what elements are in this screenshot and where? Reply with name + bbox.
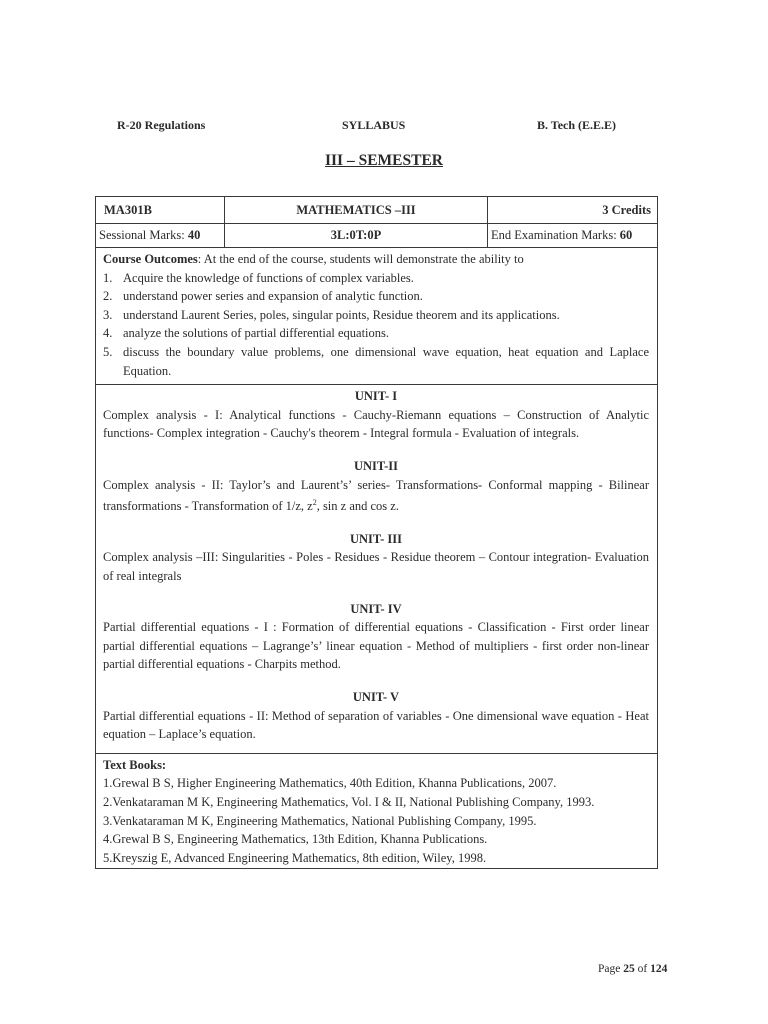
syllabus-table [95, 196, 658, 869]
text-book-item: 5.Kreyszig E, Advanced Engineering Mathematics, 8th edition, Wiley, 1998. [103, 850, 487, 865]
unit-4-title: UNIT- IV [350, 601, 402, 616]
text-book-item: 4.Grewal B S, Engineering Mathematics, 13th Edition, Khanna Publications. [103, 832, 488, 847]
header-syllabus: SYLLABUS [342, 118, 406, 132]
unit-3-title: UNIT- III [350, 531, 402, 546]
header-program: B. Tech (E.E.E) [537, 118, 617, 132]
header-regulations: R-20 Regulations [117, 118, 206, 132]
course-outcomes [96, 248, 658, 385]
end-exam-marks: End Examination Marks: 60 [488, 224, 658, 248]
units-block [96, 385, 658, 754]
unit-1-title: UNIT- I [354, 389, 398, 404]
text-books [96, 753, 658, 869]
course-outcomes-row [96, 248, 658, 385]
ltp-pattern: 3L:0T:0P [225, 224, 488, 248]
unit-2-content: Complex analysis - II: Taylor’s and Laurent’s’ series- Transformations- Conformal mapping - Bilinear transformations - Transformation of 1/z, $z^2$, sin z and cos z. [103, 477, 649, 514]
unit-3-content: Complex analysis –III: Singularities - Poles - Residues - Residue theorem – Contour integration- Evaluation of real integrals [103, 550, 649, 584]
units-row [96, 385, 658, 754]
course-code: MA301B [96, 197, 225, 224]
text-book-item: 3.Venkataraman M K, Engineering Mathematics, National Publishing Company, 1995. [103, 813, 537, 828]
marks-row [96, 224, 658, 248]
text-book-item: 1.Grewal B S, Higher Engineering Mathematics, 40th Edition, Khanna Publications, 2007. [103, 776, 557, 791]
outcome-item: 1. Acquire the knowledge of functions of complex variables. [103, 270, 414, 285]
course-header-row [96, 197, 658, 224]
outcomes-intro: Course Outcomes: At the end of the course, students will demonstrate the ability to [103, 252, 524, 266]
unit-5-title: UNIT- V [352, 690, 400, 705]
sessional-marks: Sessional Marks: 40 [96, 224, 225, 248]
course-name: MATHEMATICS –III [225, 197, 488, 224]
unit-4-content: Partial differential equations - I : Formation of differential equations - Classification - First order linear partial differential equations – Lagrange’s’ linear equation - Method of multipliers - first order non-linear partial differential equations - Charpits method. [103, 620, 649, 672]
page-number: Page 25 of 124 [598, 963, 668, 975]
outcome-item: 3. understand Laurent Series, poles, singular points, Residue theorem and its applications. [103, 307, 560, 322]
outcome-item: 2. understand power series and expansion of analytic function. [103, 289, 423, 304]
outcomes-list [103, 269, 649, 381]
course-credits: 3 Credits [488, 197, 658, 224]
text-books-row [96, 753, 658, 869]
text-books-label: Text Books: [103, 757, 167, 772]
unit-2-title: UNIT-II [353, 458, 398, 473]
outcome-item: 5. discuss the boundary value problems, one dimensional wave equation, heat equation and Laplace Equation. [103, 344, 649, 378]
unit-1-content: Complex analysis - I: Analytical functions - Cauchy-Riemann equations – Construction of Analytic functions- Complex integration - Cauchy's theorem - Integral formula - Evaluation of integrals. [103, 407, 649, 441]
semester-title: III – SEMESTER [324, 152, 443, 169]
outcome-item: 4. analyze the solutions of partial differential equations. [103, 326, 390, 341]
unit-5-content: Partial differential equations - II: Method of separation of variables - One dimensional wave equation - Heat equation – Laplace’s equation. [103, 708, 649, 742]
text-book-item: 2.Venkataraman M K, Engineering Mathematics, Vol. I & II, National Publishing Company, 1993. [103, 795, 595, 809]
